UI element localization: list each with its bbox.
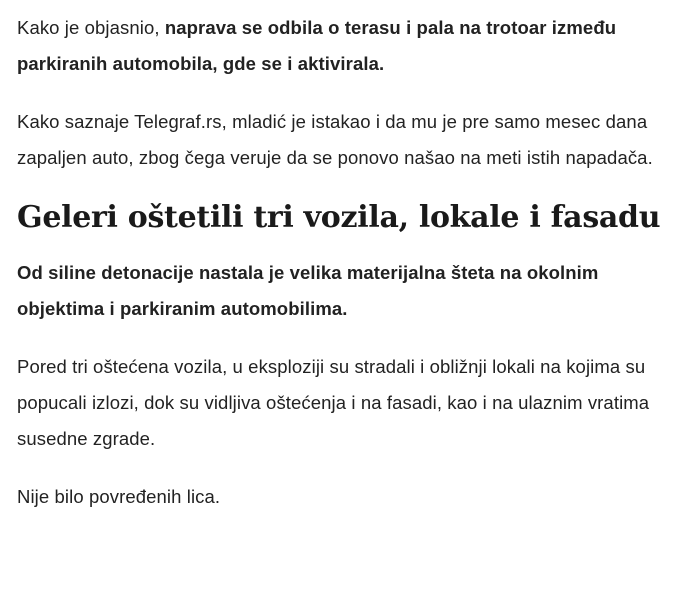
paragraph-telegraf-report: Kako saznaje Telegraf.rs, mladić je istakao i da mu je pre samo mesec dana zapaljen auto, zbog čega veruje da se ponovo našao na meti istih napadača.: [17, 111, 653, 168]
paragraph-damage: Pored tri oštećena vozila, u eksploziji su stradali i obližnji lokali na kojima su popucali izlozi, dok su vidljiva oštećenja i na fasadi, kao i na ulaznim vratima susedne zgrade.: [17, 356, 650, 449]
paragraph-explanation: [17, 10, 665, 82]
paragraph-no-injuries: Nije bilo povređenih lica.: [17, 486, 221, 507]
section-heading: Geleri oštetili tri vozila, lokale i fasadu: [17, 200, 661, 235]
section-lead-paragraph: Od siline detonacije nastala je velika materijalna šteta na okolnim objektima i parkiranim automobilima.: [17, 262, 599, 319]
paragraph-bold-text: naprava se odbila o terasu i pala na trotoar između parkiranih automobila, gde se i aktivirala.: [17, 17, 617, 74]
paragraph-intro-text: Kako je objasnio,: [17, 17, 165, 38]
article-body: [17, 10, 665, 537]
